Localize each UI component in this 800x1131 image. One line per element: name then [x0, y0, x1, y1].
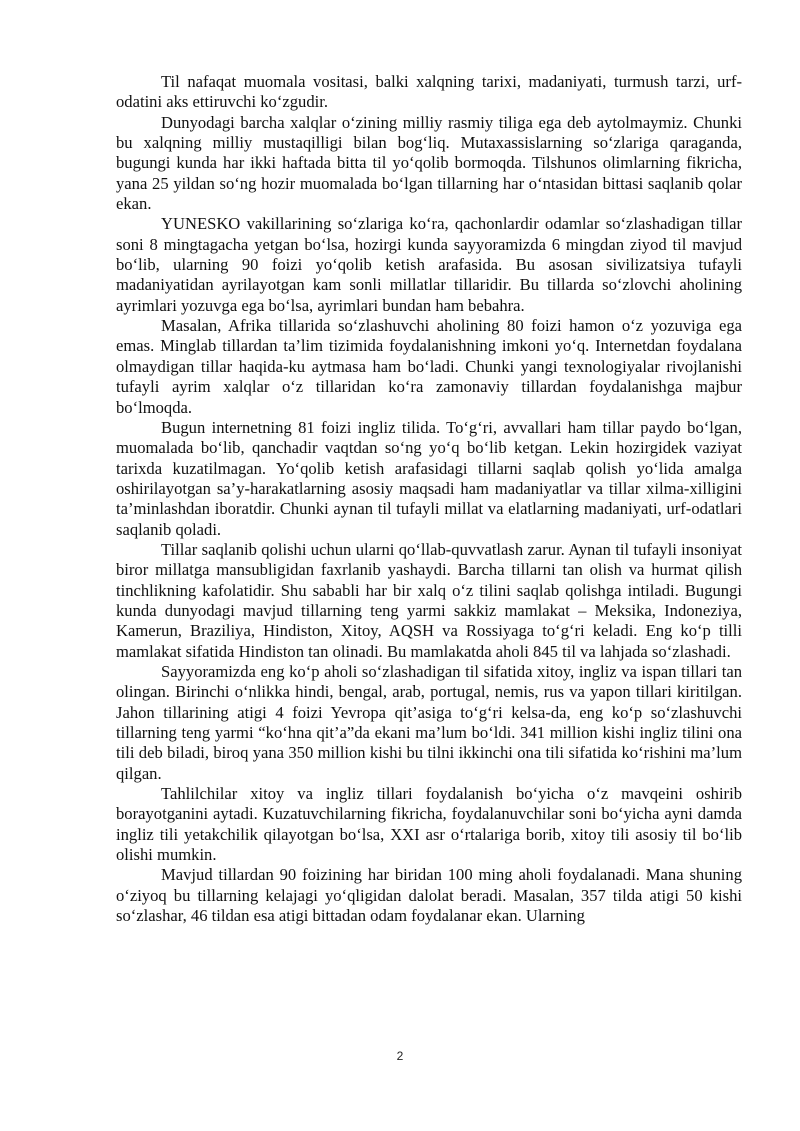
paragraph: Sayyoramizda eng ko‘p aholi so‘zlashadigan til sifatida xitoy, ingliz va ispan tillari tan olingan. Birinchi o‘nlikka hindi, bengal, arab, portugal, nemis, rus va yapon tillari kiritilgan. Jahon tillarining atigi 4 foizi Yevropa qit’asiga to‘g‘ri kelsa-da, eng ko‘p so‘zlashuvchi tillarning teng yarmi “ko‘hna qit’a”da ekani ma’lum bo‘ldi. 341 million kishi ingliz tilini ona tili deb biladi, biroq yana 350 million kishi bu tilni ikkinchi ona tili sifatida ko‘rishini ma’lum qilgan.	[116, 661, 742, 783]
page-number: 2	[396, 1049, 404, 1063]
paragraph: Bugun internetning 81 foizi ingliz tilida. To‘g‘ri, avvallari ham tillar paydo bo‘lgan, muomalada bo‘lib, qanchadir vaqtdan so‘ng yo‘q bo‘lib ketgan. Lekin hozirgidek vaziyat tarixda kuzatilmagan. Yo‘qolib ketish arafasidagi tillarni saqlab qolish yo‘lida amalga oshirilayotgan sa’y-harakatlarning asosiy maqsadi ham madaniyatlar va tillar xilma-xilligini ta’minlashdan iboratdir. Chunki aynan til tufayli millat va elatlarning madaniyati, urf-odatlari saqlanib qoladi.	[116, 417, 742, 539]
document-body	[116, 72, 742, 926]
paragraph: Dunyodagi barcha xalqlar o‘zining milliy rasmiy tiliga ega deb aytolmaymiz. Chunki bu xalqning milliy mustaqilligi bilan bog‘liq. Mutaxassislarning so‘zlariga qaraganda, bugungi kunda har ikki haftada bitta til yo‘qolib bormoqda. Tilshunos olimlarning fikricha, yana 25 yildan so‘ng hozir muomalada bo‘lgan tillarning har o‘ntasidan bittasi saqlanib qolar ekan.	[116, 112, 742, 214]
paragraph: Tillar saqlanib qolishi uchun ularni qo‘llab-quvvatlash zarur. Aynan til tufayli insoniyat biror millatga mansubligidan faxrlanib yashaydi. Barcha tillarni tan olish va hurmat qilish tinchlikning kafolatidir. Shu sababli har bir xalq o‘z tilini saqlab qolishga intiladi. Bugungi kunda dunyodagi mavjud tillarning teng yarmi sakkiz mamlakat – Meksika, Indoneziya, Kamerun, Braziliya, Hindiston, Xitoy, AQSH va Rossiyaga to‘g‘ri keladi. Eng ko‘p tilli mamlakat sifatida Hindiston tan olinadi. Bu mamlakatda aholi 845 til va lahjada so‘zlashadi.	[116, 539, 742, 661]
paragraph: Masalan, Afrika tillarida so‘zlashuvchi aholining 80 foizi hamon o‘z yozuviga ega emas. Minglab tillardan ta’lim tizimida foydalanishning imkoni yo‘q. Internetdan foydalana olmaydigan tillar haqida-ku aytmasa ham bo‘ladi. Chunki yangi texnologiyalar rivojlanishi tufayli ayrim xalqlar o‘z tillaridan ko‘ra zamonaviy tillardan foydalanishga majbur bo‘lmoqda.	[116, 316, 742, 417]
paragraph: Til nafaqat muomala vositasi, balki xalqning tarixi, madaniyati, turmush tarzi, urf-odatini aks ettiruvchi ko‘zgudir.	[116, 72, 742, 112]
paragraph: YUNESKO vakillarining so‘zlariga ko‘ra, qachonlardir odamlar so‘zlashadigan tillar soni 8 mingtagacha yetgan bo‘lsa, hozirgi kunda sayyoramizda 6 mingdan ziyod til mavjud bo‘lib, ularning 90 foizi yo‘qolib ketish arafasida. Bu asosan sivilizatsiya tufayli madaniyatidan ayrilayotgan kam sonli millatlar tillaridir. Bu tillarda so‘zlovchi aholining ayrimlari yozuvga ega bo‘lsa, ayrimlari bundan ham bebahra.	[116, 214, 742, 315]
paragraph: Mavjud tillardan 90 foizining har biridan 100 ming aholi foydalanadi. Mana shuning o‘ziyoq bu tillarning kelajagi yo‘qligidan dalolat beradi. Masalan, 357 tilda atigi 50 kishi so‘zlashar, 46 tildan esa atigi bittadan odam foydalanar ekan. Ularning	[116, 865, 742, 926]
paragraph: Tahlilchilar xitoy va ingliz tillari foydalanish bo‘yicha o‘z mavqeini oshirib borayotganini aytadi. Kuzatuvchilarning fikricha, foydalanuvchilar soni bo‘yicha ayni damda ingliz tili yetakchilik qilayotgan bo‘lsa, XXI asr o‘rtalariga borib, xitoy tili asosiy til bo‘lib olishi mumkin.	[116, 784, 742, 865]
